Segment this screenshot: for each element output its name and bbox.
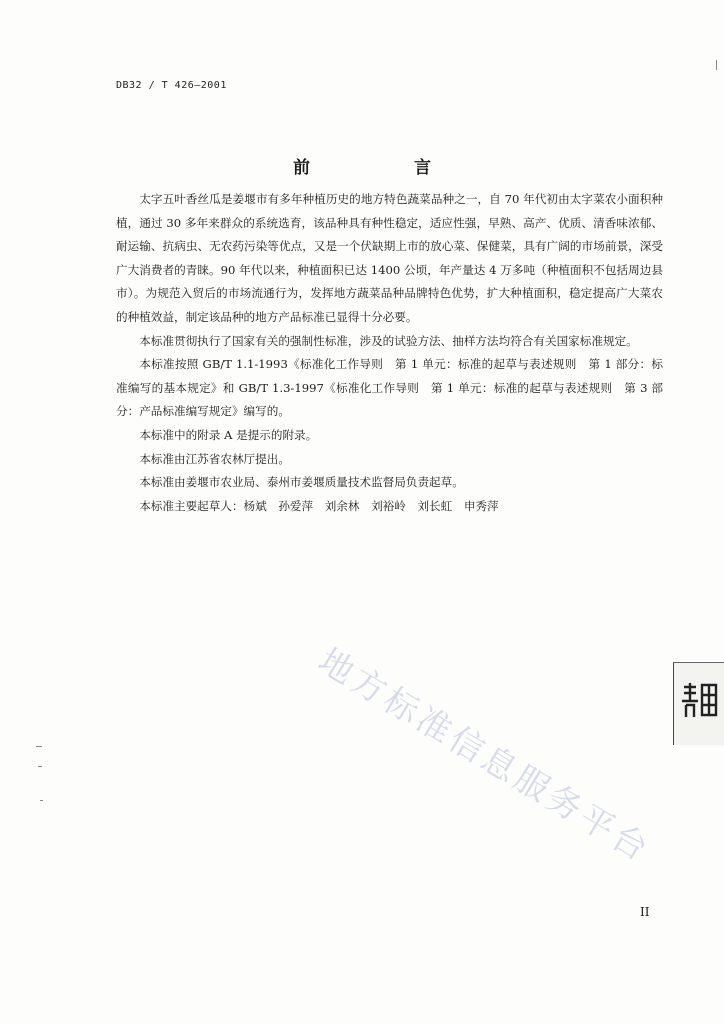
page-title: 前言 (293, 158, 535, 178)
scan-mark (36, 746, 42, 747)
standard-code: DB32 / T 426—2001 (116, 80, 227, 91)
page-number: II (640, 905, 650, 919)
scan-mark (716, 60, 717, 70)
paragraph: 本标准按照 GB/T 1.1-1993《标准化工作导则 第 1 单元：标准的起草与表述规则 第 1 部分：标准编写的基本规定》和 GB/T 1.3-1997《标准化工作导则 第 1 单元：标准的起草与表述规则 第 3 部分：产品标准编写规定》编写的。 (116, 357, 663, 419)
paragraph: 本标准由江苏省农林厅提出。 (139, 451, 290, 466)
watermark: 地方标准信息服务平台 (311, 640, 658, 871)
scan-mark (40, 800, 43, 801)
scan-mark (38, 766, 42, 767)
paragraph: 本标准贯彻执行了国家有关的强制性标准，涉及的试验方法、抽样方法均符合有关国家标准规定。 (139, 333, 638, 348)
stamp-glyph-icon (680, 681, 720, 721)
paragraph: 本标准中的附录 A 是提示的附录。 (139, 427, 318, 442)
foreword-body (116, 188, 663, 518)
stamp-mark (673, 662, 724, 745)
paragraph: 本标准由姜堰市农业局、泰州市姜堰质量技术监督局负责起草。 (139, 475, 464, 490)
paragraph: 太字五叶香丝瓜是姜堰市有多年种植历史的地方特色蔬菜品种之一，自 70 年代初由太字菜农小面积种植，通过 30 多年来群众的系统选育，该品种具有种性稳定，适应性强，早熟、高产、优质、清香味浓郁、耐运输、抗病虫、无农药污染等优点，又是一个伏缺期上市的放心菜、保健菜，具有广阔的市场前景，深受广大消费者的青睐。90 年代以来，种植面积已达 1400 公顷，年产量达 4 万多吨（种植面积不包括周边县市）。为规范入贸后的市场流通行为，发挥地方蔬菜品种品牌特色优势，扩大种植面积，稳定提高广大菜农的种植效益，制定该品种的地方产品标准已显得十分必要。 (116, 192, 663, 324)
paragraph: 本标准主要起草人：杨斌 孙爱萍 刘余林 刘裕岭 刘长虹 申秀萍 (139, 498, 499, 513)
